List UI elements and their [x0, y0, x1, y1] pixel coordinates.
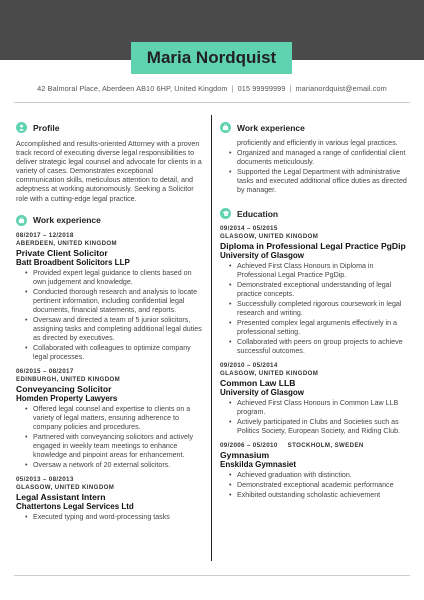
list-item: • Demonstrated exceptional understanding of legal practice concepts. — [229, 281, 410, 299]
education-location: GLASGOW, UNITED KINGDOM — [220, 233, 319, 240]
job-title: Conveyancing Solicitor — [16, 383, 112, 394]
list-item: • Achieved First Class Honours in Common Law LLB program. — [229, 399, 410, 417]
briefcase-icon — [220, 122, 231, 133]
list-item: proficiently and efficiently in various legal practices. — [237, 139, 398, 147]
phone: 015 99999999 — [237, 84, 286, 93]
education-location: GLASGOW, UNITED KINGDOM — [220, 370, 319, 377]
education-list — [220, 225, 410, 500]
profile-text: Accomplished and results-oriented Attorney with a proven track record of executing diverse legal responsibilities to deliver strategic legal counsel and advocate for clients in a variety of cases. Demonstrates exceptional communication skills, meticulous attention to detail, and adeptness at working autonomously. Seeking a Solicitor role with a cutting-edge legal practice. — [16, 139, 202, 203]
list-item: • Organized and managed a range of confidential client documents meticulously. — [229, 149, 410, 167]
right-column — [220, 121, 410, 506]
job-company: Chattertons Legal Services Ltd — [16, 501, 134, 511]
list-item: • Executed typing and word-processing tasks — [25, 513, 202, 522]
email[interactable]: marianordquist@email.com — [295, 84, 387, 93]
job-date: 08/2017 – 12/2018 — [16, 231, 74, 239]
briefcase-icon — [16, 215, 27, 226]
person-icon — [16, 122, 27, 133]
education-title: Gymnasium — [220, 450, 270, 460]
list-item: • Actively participated in Clubs and Societies such as Politics Society, European Society, and Riding Club. — [229, 418, 410, 436]
job-location: EDINBURGH, UNITED KINGDOM — [16, 375, 121, 383]
name-banner — [131, 42, 292, 74]
education-date: 09/2014 – 05/2015 — [220, 225, 278, 232]
job-location: GLASGOW, UNITED KINGDOM — [16, 483, 115, 491]
graduation-cap-icon — [220, 208, 231, 219]
education-date: 09/2006 – 05/2010 — [220, 442, 278, 449]
education-date-row — [220, 442, 410, 450]
education-bullets — [220, 471, 410, 500]
job-company: Batt Broadbent Solicitors LLP — [16, 257, 130, 267]
job-location: ABERDEEN, UNITED KINGDOM — [16, 239, 118, 247]
profile-title: Profile — [33, 122, 60, 133]
list-item: • Supported the Legal Department with administrative tasks and executed additional office duties as directed by manager. — [229, 168, 410, 195]
address: 42 Balmoral Place, Aberdeen AB10 6HP, United Kingdom — [37, 84, 228, 93]
list-item: • Presented complex legal arguments effectively in a professional setting. — [229, 319, 410, 337]
list-item: • Collaborated with colleagues to optimize company legal processes. — [25, 344, 202, 362]
education-bullets — [220, 262, 410, 356]
work-title: Work experience — [33, 215, 101, 226]
job-company: Homden Property Lawyers — [16, 393, 118, 403]
job-title: Private Client Solicitor — [16, 247, 108, 258]
education-title: Education — [237, 208, 279, 219]
education-title: Common Law LLB — [220, 378, 296, 388]
work-list — [16, 232, 202, 522]
education-location: STOCKHOLM, SWEDEN — [287, 442, 364, 449]
job-bullets — [16, 513, 202, 522]
job-entry — [16, 368, 202, 470]
list-item: • Achieved graduation with distinction. — [229, 471, 410, 480]
job-entry — [16, 232, 202, 362]
job-entry — [16, 476, 202, 522]
work-heading — [16, 214, 202, 227]
job-title: Legal Assistant Intern — [16, 491, 106, 502]
list-item: • Conducted thorough research and analysis to locate pertinent information, including confidential legal documents, financial statements, and reports. — [25, 288, 202, 315]
contact-line — [0, 84, 424, 93]
separator: | — [289, 84, 292, 93]
column-divider — [211, 115, 212, 561]
list-item: • Successfully completed rigorous coursework in legal research and writing. — [229, 300, 410, 318]
list-item: • Offered legal counsel and expertise to clients on a variety of legal matters, ensuring adherence to company policies and procedures. — [25, 405, 202, 432]
work-continued-list — [220, 139, 410, 195]
education-date: 09/2010 – 05/2014 — [220, 362, 278, 369]
education-title: Diploma in Professional Legal Practice PgDip — [220, 241, 406, 251]
work-title-continued: Work experience — [237, 122, 305, 133]
education-entry — [220, 225, 410, 356]
education-bullets — [220, 399, 410, 436]
list-item: • Demonstrated exceptional academic performance — [229, 481, 410, 490]
list-item: • Oversaw and directed a team of 5 junior solicitors, assigning tasks and completing additional legal duties as directed by executives. — [25, 316, 202, 343]
left-column — [16, 121, 202, 528]
education-school: University of Glasgow — [220, 388, 305, 397]
education-school: Enskilda Gymnasiet — [220, 460, 297, 469]
education-school: University of Glasgow — [220, 251, 305, 260]
job-bullets — [16, 405, 202, 470]
work-heading-continued — [220, 121, 410, 134]
list-item: • Exhibited outstanding scholastic achievement — [229, 491, 410, 500]
job-date: 06/2015 – 08/2017 — [16, 367, 74, 375]
education-entry — [220, 362, 410, 436]
profile-heading — [16, 121, 202, 134]
separator: | — [231, 84, 234, 93]
list-item: • Oversaw a network of 20 external solicitors. — [25, 461, 202, 470]
job-date: 05/2013 – 08/2013 — [16, 475, 74, 483]
bottom-divider — [14, 575, 410, 576]
list-item: • Partnered with conveyancing solicitors and actively engaged in weekly team meetings to enhance knowledge and pinpoint areas for enhancement. — [25, 433, 202, 460]
top-divider — [14, 102, 410, 103]
job-bullets — [16, 269, 202, 362]
list-item: • Achieved First Class Honours in Diploma in Professional Legal Practice PgDip. — [229, 262, 410, 280]
education-heading — [220, 207, 410, 220]
list-item: • Provided expert legal guidance to clients based on own judgement and knowledge. — [25, 269, 202, 287]
education-entry — [220, 442, 410, 500]
candidate-name: Maria Nordquist — [146, 48, 277, 67]
list-item: • Collaborated with peers on group projects to achieve successful outcomes. — [229, 338, 410, 356]
